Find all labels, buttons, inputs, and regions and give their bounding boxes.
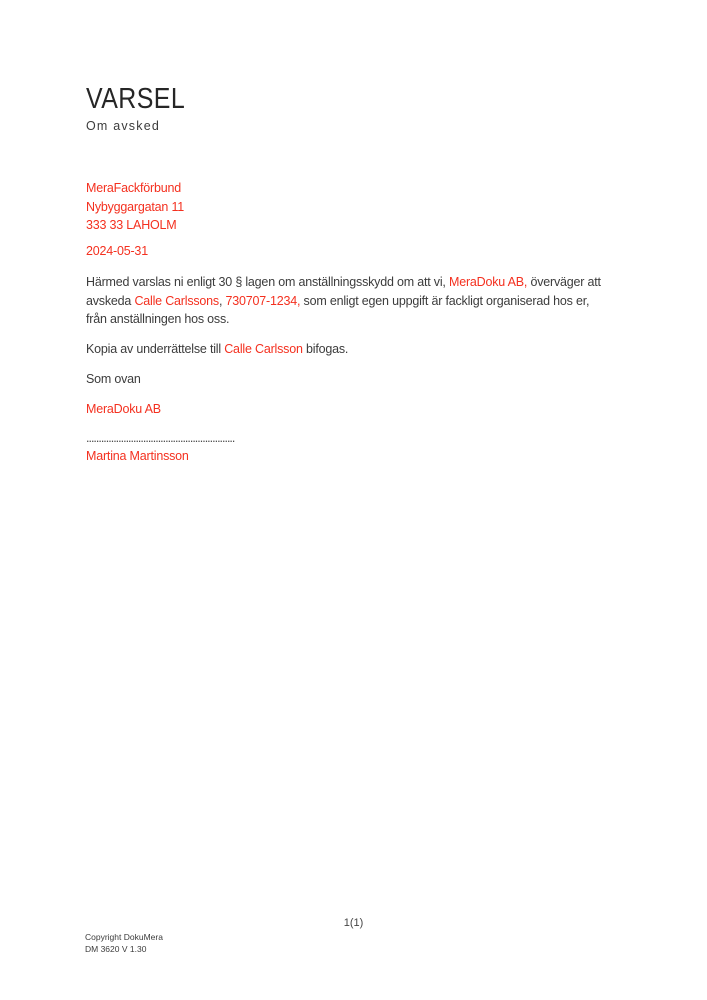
paragraph-line-2 bbox=[86, 292, 646, 311]
employee-name-field: Calle Carlsson bbox=[224, 342, 303, 356]
body-text: Kopia av underrättelse till bbox=[86, 342, 225, 356]
paragraph-line-3 bbox=[86, 310, 646, 329]
recipient-address bbox=[86, 179, 184, 235]
document-subtitle: Om avsked bbox=[86, 119, 161, 133]
recipient-city: 333 33 LAHOLM bbox=[86, 218, 177, 232]
body-text: bifogas. bbox=[302, 342, 349, 356]
footer-copyright bbox=[85, 932, 163, 955]
copyright-line: Copyright DokuMera bbox=[85, 932, 163, 942]
employee-name-field: Calle Carlssons bbox=[134, 293, 219, 308]
paragraph-line-1 bbox=[86, 273, 646, 292]
copy-notice-line bbox=[86, 340, 348, 359]
signature-dotted-line: ............................................................ bbox=[86, 431, 235, 445]
body-text: överväger att bbox=[527, 275, 601, 289]
body-text: Härmed varslas ni enligt 30 § lagen om anställningsskydd om att vi, bbox=[86, 275, 449, 289]
body-text: som enligt egen uppgift är fackligt organiserad hos er, bbox=[300, 293, 590, 308]
signature-company: MeraDoku AB bbox=[86, 402, 161, 416]
recipient-name: MeraFackförbund bbox=[86, 181, 181, 195]
page-number: 1(1) bbox=[343, 917, 364, 929]
body-paragraph bbox=[86, 273, 646, 329]
closing-phrase: Som ovan bbox=[86, 372, 141, 386]
body-text: avskeda bbox=[86, 293, 135, 308]
document-title: VARSEL bbox=[86, 83, 186, 115]
document-date: 2024-05-31 bbox=[86, 244, 148, 258]
company-name-field: MeraDoku AB, bbox=[448, 275, 528, 289]
recipient-street: Nybyggargatan 11 bbox=[86, 199, 185, 214]
signature-name: Martina Martinsson bbox=[86, 449, 189, 463]
doc-id-line: DM 3620 V 1.30 bbox=[85, 943, 147, 954]
personal-number-field: 730707-1234, bbox=[225, 293, 301, 308]
body-text: , bbox=[218, 293, 226, 308]
body-text: från anställningen hos oss. bbox=[86, 312, 230, 326]
